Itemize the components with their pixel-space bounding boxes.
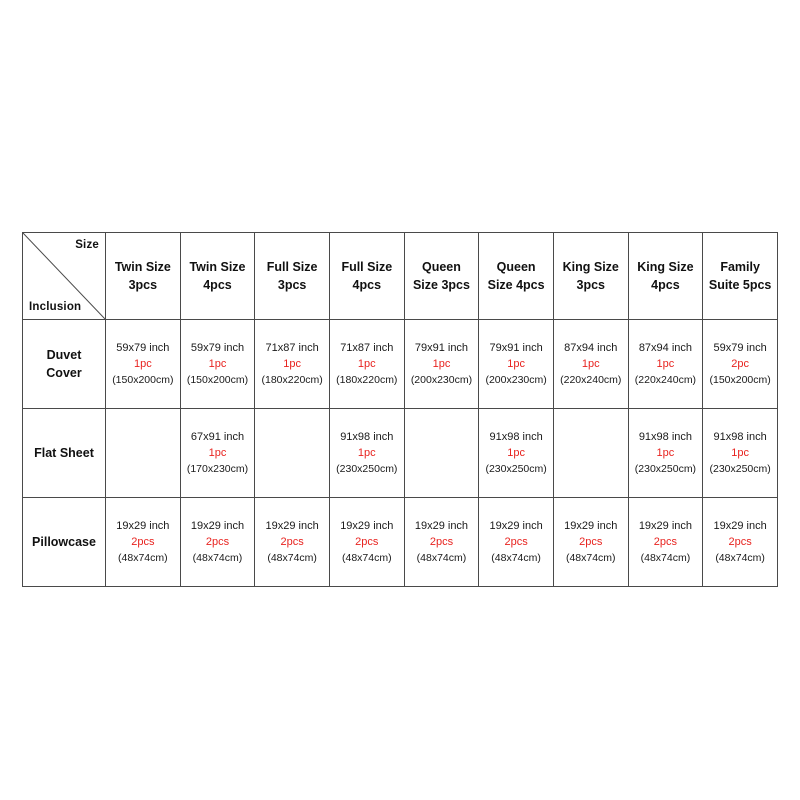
cell-inches: 19x29 inch — [489, 519, 543, 532]
column-header-line1: Family — [720, 259, 760, 274]
column-header-king-3pcs — [553, 233, 628, 320]
cell-centimeters: (48x74cm) — [118, 551, 168, 564]
column-header-line2: Size 4pcs — [487, 278, 545, 292]
cell-quantity: 2pcs — [504, 536, 528, 549]
cell-centimeters: (230x250cm) — [709, 462, 771, 475]
column-header-line1: Twin Size — [189, 259, 246, 274]
cell-quantity: 2pcs — [579, 536, 603, 549]
cell-inches: 79x91 inch — [414, 341, 469, 354]
corner-size-label: Size — [75, 239, 99, 251]
cell-inches: 79x91 inch — [489, 341, 543, 354]
cell-quantity: 1pc — [357, 447, 376, 460]
column-header-twin-4pcs — [180, 233, 255, 320]
cell-centimeters: (48x74cm) — [416, 551, 467, 564]
cell-centimeters: (150x200cm) — [186, 373, 249, 386]
cell-centimeters: (48x74cm) — [491, 551, 541, 564]
column-header-line2: 4pcs — [352, 278, 382, 292]
row-header-line1: Flat Sheet — [34, 445, 94, 460]
cell-inches: 59x79 inch — [190, 341, 245, 354]
cell-quantity: 2pc — [731, 358, 749, 371]
cell-flatsheet-king4 — [628, 409, 703, 498]
cell-centimeters: (48x74cm) — [640, 551, 691, 564]
column-header-full-3pcs — [255, 233, 330, 320]
corner-header-cell — [23, 233, 106, 320]
cell-inches: 19x29 inch — [638, 519, 693, 532]
cell-inches: 59x79 inch — [116, 341, 170, 354]
cell-centimeters: (200x230cm) — [485, 373, 547, 386]
table-header-row — [23, 233, 778, 320]
cell-quantity: 2pcs — [728, 536, 752, 549]
cell-flatsheet-king3 — [553, 409, 628, 498]
cell-quantity: 2pcs — [205, 536, 230, 549]
cell-pillowcase-queen3 — [404, 498, 479, 587]
column-header-king-4pcs — [628, 233, 703, 320]
cell-quantity: 1pc — [507, 447, 525, 460]
cell-inches: 91x98 inch — [340, 430, 394, 443]
table-row — [23, 409, 778, 498]
cell-centimeters: (180x220cm) — [336, 373, 398, 386]
cell-pillowcase-full3 — [255, 498, 330, 587]
cell-inches: 19x29 inch — [116, 519, 170, 532]
cell-centimeters: (230x250cm) — [634, 462, 697, 475]
cell-flatsheet-family5 — [703, 409, 778, 498]
cell-duvet-queen4 — [479, 320, 554, 409]
cell-quantity: 1pc — [208, 358, 227, 371]
cell-duvet-king4 — [628, 320, 703, 409]
column-header-line1: Full Size — [266, 259, 318, 274]
cell-quantity: 1pc — [731, 447, 749, 460]
cell-quantity: 1pc — [432, 358, 451, 371]
column-header-line2: Suite 5pcs — [708, 278, 772, 292]
cell-pillowcase-king4 — [628, 498, 703, 587]
cell-centimeters: (180x220cm) — [261, 373, 323, 386]
row-header-line1: Duvet — [46, 347, 82, 362]
cell-flatsheet-twin4 — [180, 409, 255, 498]
cell-inches: 71x87 inch — [340, 341, 394, 354]
cell-duvet-full4 — [329, 320, 404, 409]
cell-centimeters: (220x240cm) — [634, 373, 697, 386]
cell-centimeters: (150x200cm) — [112, 373, 174, 386]
cell-duvet-twin4 — [180, 320, 255, 409]
cell-inches: 87x94 inch — [564, 341, 618, 354]
cell-duvet-family5 — [703, 320, 778, 409]
row-header-flat-sheet — [23, 409, 106, 498]
cell-inches: 91x98 inch — [638, 430, 693, 443]
cell-quantity: 1pc — [656, 447, 675, 460]
column-header-line1: Twin Size — [114, 259, 171, 274]
column-header-line2: 3pcs — [128, 278, 158, 292]
column-header-line2: Size 3pcs — [412, 278, 470, 292]
cell-centimeters: (170x230cm) — [186, 462, 249, 475]
cell-flatsheet-twin3 — [106, 409, 181, 498]
cell-inches: 19x29 inch — [190, 519, 245, 532]
cell-centimeters: (150x200cm) — [709, 373, 771, 386]
column-header-line2: 3pcs — [277, 278, 307, 292]
cell-flatsheet-queen3 — [404, 409, 479, 498]
cell-inches: 91x98 inch — [489, 430, 543, 443]
cell-quantity: 2pcs — [355, 536, 379, 549]
cell-pillowcase-queen4 — [479, 498, 554, 587]
cell-centimeters: (48x74cm) — [267, 551, 317, 564]
cell-inches: 19x29 inch — [713, 519, 767, 532]
cell-inches: 19x29 inch — [340, 519, 394, 532]
cell-inches: 91x98 inch — [713, 430, 767, 443]
cell-quantity: 2pcs — [653, 536, 678, 549]
cell-centimeters: (230x250cm) — [485, 462, 547, 475]
column-header-queen-4pcs — [479, 233, 554, 320]
column-header-full-4pcs — [329, 233, 404, 320]
row-header-line1: Pillowcase — [32, 534, 96, 549]
cell-inches: 19x29 inch — [414, 519, 469, 532]
cell-duvet-twin3 — [106, 320, 181, 409]
cell-duvet-full3 — [255, 320, 330, 409]
cell-flatsheet-full3 — [255, 409, 330, 498]
column-header-line1: Full Size — [341, 259, 393, 274]
cell-inches: 71x87 inch — [265, 341, 319, 354]
column-header-line1: Queen — [496, 259, 536, 274]
table-row — [23, 320, 778, 409]
cell-centimeters: (200x230cm) — [410, 373, 473, 386]
cell-duvet-king3 — [553, 320, 628, 409]
corner-inclusion-label: Inclusion — [29, 301, 82, 313]
cell-quantity: 2pcs — [429, 536, 454, 549]
cell-inches: 87x94 inch — [638, 341, 693, 354]
column-header-line1: King Size — [562, 259, 619, 274]
column-header-twin-3pcs — [106, 233, 181, 320]
cell-duvet-queen3 — [404, 320, 479, 409]
column-header-line2: 4pcs — [651, 278, 680, 292]
cell-quantity: 2pcs — [280, 536, 304, 549]
cell-inches: 19x29 inch — [265, 519, 319, 532]
cell-inches: 67x91 inch — [190, 430, 245, 443]
column-header-line2: 3pcs — [576, 278, 606, 292]
table-body — [23, 233, 778, 587]
column-header-line1: Queen — [422, 259, 461, 274]
column-header-line1: King Size — [637, 259, 694, 274]
cell-inches: 59x79 inch — [713, 341, 767, 354]
row-header-pillowcase — [23, 498, 106, 587]
cell-quantity: 1pc — [208, 447, 227, 460]
row-header-line2: Cover — [46, 366, 82, 380]
cell-flatsheet-full4 — [329, 409, 404, 498]
cell-centimeters: (220x240cm) — [560, 373, 622, 386]
bedding-size-table — [22, 232, 778, 587]
cell-quantity: 1pc — [283, 358, 302, 371]
column-header-family-5pcs — [703, 233, 778, 320]
cell-centimeters: (48x74cm) — [715, 551, 765, 564]
cell-quantity: 1pc — [656, 358, 675, 371]
cell-pillowcase-full4 — [329, 498, 404, 587]
cell-pillowcase-twin3 — [106, 498, 181, 587]
cell-inches: 19x29 inch — [564, 519, 618, 532]
cell-flatsheet-queen4 — [479, 409, 554, 498]
cell-quantity: 1pc — [507, 358, 525, 371]
cell-pillowcase-twin4 — [180, 498, 255, 587]
cell-quantity: 1pc — [357, 358, 376, 371]
cell-quantity: 1pc — [581, 358, 600, 371]
table-row — [23, 498, 778, 587]
column-header-line2: 4pcs — [203, 278, 232, 292]
cell-quantity: 1pc — [133, 358, 152, 371]
cell-centimeters: (48x74cm) — [565, 551, 616, 564]
cell-pillowcase-family5 — [703, 498, 778, 587]
row-header-duvet-cover — [23, 320, 106, 409]
column-header-queen-3pcs — [404, 233, 479, 320]
cell-pillowcase-king3 — [553, 498, 628, 587]
cell-quantity: 2pcs — [131, 536, 155, 549]
cell-centimeters: (230x250cm) — [336, 462, 398, 475]
cell-centimeters: (48x74cm) — [341, 551, 392, 564]
cell-centimeters: (48x74cm) — [192, 551, 243, 564]
